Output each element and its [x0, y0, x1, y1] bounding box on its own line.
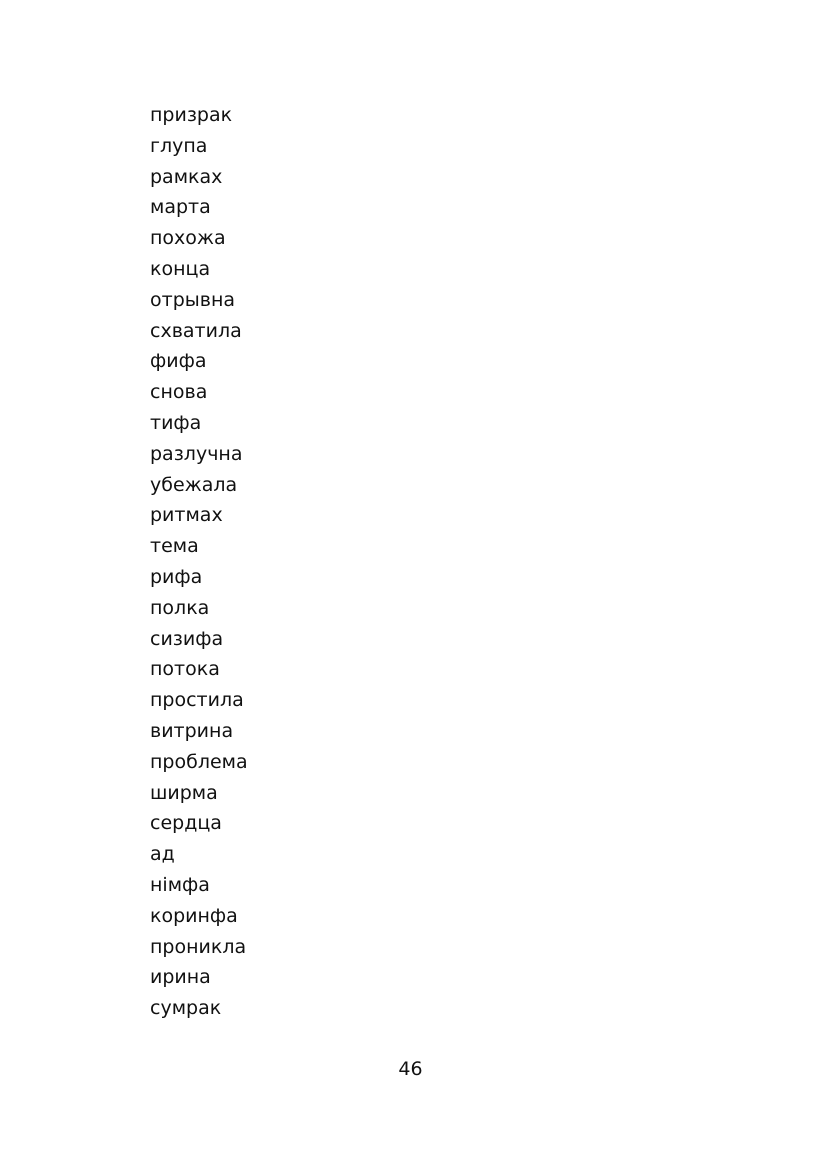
word-item: похожа — [150, 227, 226, 250]
word-item: простила — [150, 689, 244, 712]
word-item: потока — [150, 658, 220, 681]
word-item: снова — [150, 381, 208, 404]
word-item: конца — [150, 257, 211, 280]
word-item: ирина — [150, 966, 211, 989]
word-item: фифа — [150, 350, 207, 373]
word-item: схватила — [150, 319, 242, 342]
word-item: убежала — [150, 473, 238, 496]
word-item: ритмах — [150, 504, 223, 527]
word-item: разлучна — [150, 442, 243, 465]
word-item: марта — [150, 196, 211, 219]
word-item: ад — [150, 843, 175, 866]
word-item: коринфа — [150, 904, 238, 927]
word-item: сумрак — [150, 997, 222, 1020]
word-item: німфа — [150, 873, 210, 896]
word-item: тифа — [150, 411, 202, 434]
word-item: витрина — [150, 719, 234, 742]
word-item: рифа — [150, 565, 203, 588]
word-item: полка — [150, 596, 210, 619]
word-list — [150, 100, 248, 1024]
word-item: отрывна — [150, 288, 236, 311]
word-item: сердца — [150, 812, 222, 835]
word-item: тема — [150, 535, 199, 558]
word-item: сизифа — [150, 627, 224, 650]
word-item: рамках — [150, 165, 223, 188]
word-item: глупа — [150, 134, 208, 157]
word-item: призрак — [150, 104, 233, 126]
word-item: проникла — [150, 935, 247, 958]
word-item: ширма — [150, 781, 218, 804]
page-number: 46 — [398, 1058, 423, 1080]
word-item: проблема — [150, 750, 248, 773]
